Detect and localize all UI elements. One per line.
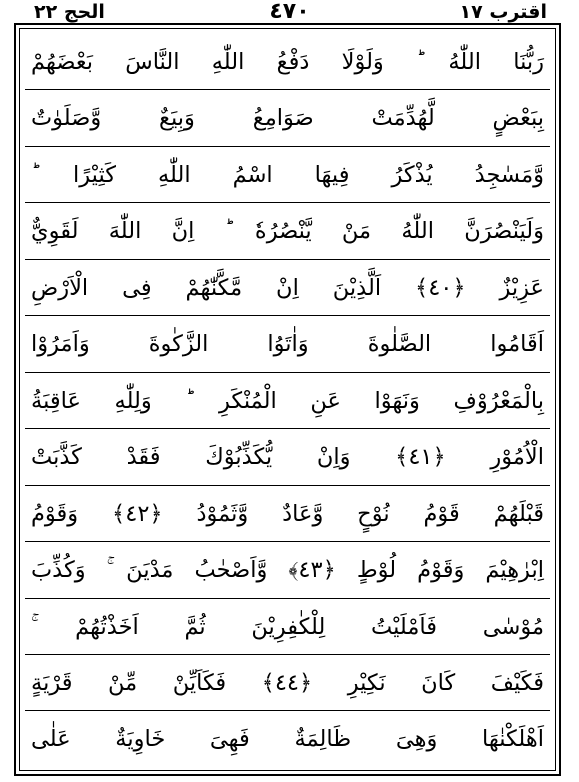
text-block bbox=[25, 34, 550, 768]
line-text: الْاُمُوْرِ ﴿٤١﴾ وَاِنْ يُّكَذِّبُوْكَ فَقَدْ كَذَّبَتْ bbox=[31, 444, 544, 471]
text-line bbox=[25, 90, 550, 146]
line-text: اَهْلَكْنٰهَا وَهِىَ ظَالِمَةٌ فَهِىَ خَاوِيَةٌ عَلٰى bbox=[31, 726, 544, 753]
juz-name: اقترب ١٧ bbox=[459, 1, 547, 23]
text-line bbox=[25, 373, 550, 429]
text-line bbox=[25, 34, 550, 90]
text-line bbox=[25, 711, 550, 767]
text-line bbox=[25, 260, 550, 316]
page-header bbox=[0, 0, 579, 24]
text-line bbox=[25, 655, 550, 711]
line-text: مُوْسٰى فَاَمْلَيْتُ لِلْكٰفِرِيْنَ ثُمَّ اَخَذْتُهُمْ ۚ bbox=[31, 613, 544, 640]
text-line bbox=[25, 147, 550, 203]
line-text: اَقَامُوا الصَّلٰوةَ وَاٰتَوُا الزَّكٰوةَ وَاَمَرُوْا bbox=[31, 331, 544, 358]
surah-name: الحج ٢٢ bbox=[34, 1, 105, 23]
line-text: وَّمَسٰجِدُ يُذْكَرُ فِيهَا اسْمُ اللّٰهِ كَثِيْرًا ؕ bbox=[31, 161, 544, 188]
text-line bbox=[25, 486, 550, 542]
text-line bbox=[25, 599, 550, 655]
text-line bbox=[25, 316, 550, 372]
line-text: بِبَعْضٍ لَّهُدِّمَتْ صَوَامِعُ وَبِيَعٌ وَّصَلَوٰتٌ bbox=[31, 105, 544, 132]
page-number: ٤٧٠ bbox=[269, 0, 310, 24]
line-text: اِبْرٰهِيْمَ وَقَوْمُ لُوْطٍ ﴿٤٣﴾ وَّاَصْحٰبُ مَدْيَنَ ۚ وَكُذِّبَ bbox=[31, 557, 544, 584]
text-line bbox=[25, 542, 550, 598]
line-text: وَلَيَنْصُرَنَّ اللّٰهُ مَنْ يَّنْصُرُهٗ ؕ اِنَّ اللّٰهَ لَقَوِيٌّ bbox=[31, 218, 544, 245]
text-line bbox=[25, 429, 550, 485]
line-text: رَبُّنَا اللّٰهُ ؕ وَلَوْلَا دَفْعُ اللّٰهِ النَّاسَ بَعْضَهُمْ bbox=[31, 49, 544, 75]
text-line bbox=[25, 203, 550, 259]
line-text: فَكَيْفَ كَانَ نَكِيْرِ ﴿٤٤﴾ فَكَاَيِّنْ مِّنْ قَرْيَةٍ bbox=[31, 669, 544, 696]
line-text: عَزِيْزٌ ﴿٤٠﴾ اَلَّذِيْنَ اِنْ مَّكَّنّٰهُمْ فِى الْاَرْضِ bbox=[31, 274, 544, 301]
line-text: بِالْمَعْرُوْفِ وَنَهَوْا عَنِ الْمُنْكَرِ ؕ وَلِلّٰهِ عَاقِبَةُ bbox=[31, 387, 544, 414]
line-text: قَبْلَهُمْ قَوْمُ نُوْحٍ وَّعَادٌ وَّثَمُوْدُ ﴿٤٢﴾ وَقَوْمُ bbox=[31, 500, 545, 527]
